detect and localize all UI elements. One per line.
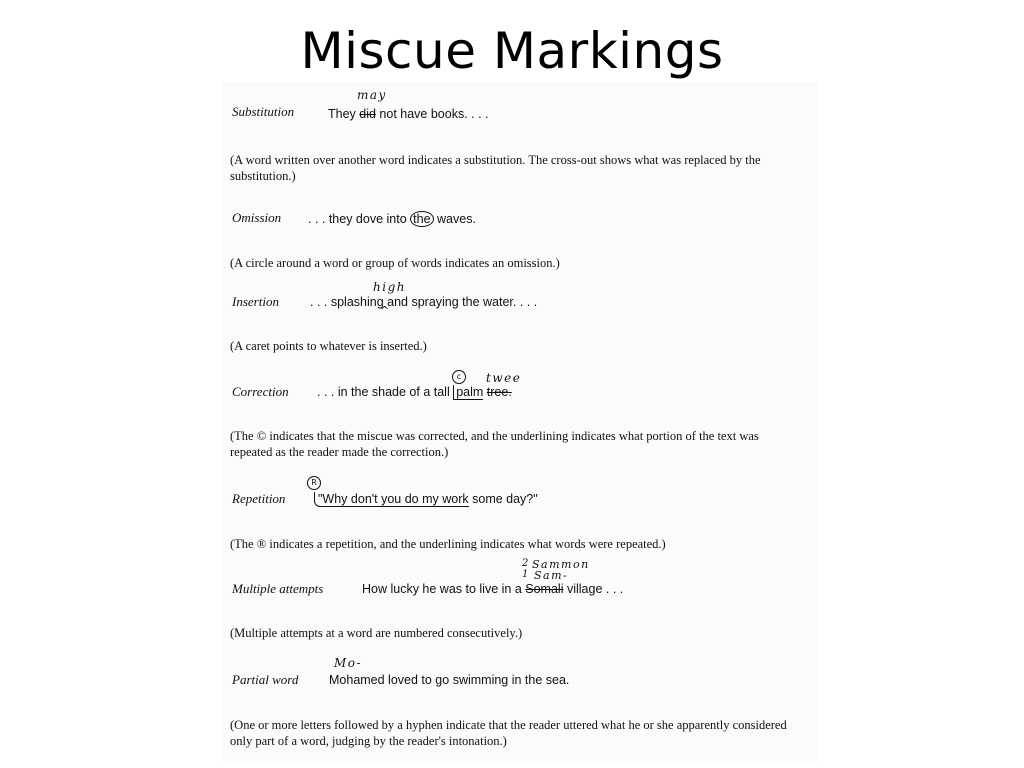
example-text: some day?" bbox=[468, 492, 538, 506]
handwritten-attempt-1: Sam- bbox=[534, 569, 569, 582]
example-text: . . . in the shade of a tall bbox=[317, 385, 454, 399]
label-repetition: Repetition bbox=[232, 491, 286, 506]
attempt-number-2: 2 bbox=[522, 558, 530, 569]
example-text: and spraying the water. . . . bbox=[387, 295, 538, 309]
label-correction: Correction bbox=[232, 384, 289, 399]
example-text: not have books. . . . bbox=[375, 107, 489, 121]
handwritten-substitution: may bbox=[357, 88, 387, 102]
struck-word: tree. bbox=[486, 385, 512, 399]
underlined-text: palm bbox=[453, 385, 483, 400]
page-title: Miscue Markings bbox=[300, 22, 724, 80]
label-partial-word: Partial word bbox=[232, 672, 299, 687]
label-insertion: Insertion bbox=[232, 294, 279, 309]
struck-word: Somali bbox=[525, 582, 564, 596]
scanned-document bbox=[222, 82, 818, 764]
repetition-symbol: R bbox=[307, 476, 321, 490]
label-substitution: Substitution bbox=[232, 104, 295, 119]
note-substitution: (A word written over another word indicates a substitution. The cross-out shows what was replaced by the substitution.) bbox=[230, 153, 761, 183]
handwritten-attempt-2: Sammon bbox=[532, 558, 590, 571]
example-substitution bbox=[328, 107, 489, 121]
handwritten-insertion: high bbox=[373, 280, 406, 294]
note-correction: (The © indicates that the miscue was corrected, and the underlining indicates what portion of the text was repeated as the reader made the correction.) bbox=[230, 429, 759, 459]
example-partial-word bbox=[329, 673, 569, 687]
example-text: Mohamed loved to go swimming in the sea. bbox=[329, 673, 570, 687]
caret-mark: ^ bbox=[380, 304, 391, 317]
underlined-text: "Why don't you do my work bbox=[314, 492, 469, 507]
example-text: They bbox=[328, 107, 360, 121]
handwritten-partial: Mo- bbox=[334, 656, 363, 670]
attempt-number-1: 1 bbox=[522, 569, 530, 580]
note-repetition: (The ® indicates a repetition, and the underlining indicates what words were repeated.) bbox=[230, 537, 666, 551]
circled-word: the bbox=[410, 211, 433, 227]
example-text: village . . . bbox=[563, 582, 624, 596]
example-text: . . . splashing bbox=[310, 295, 388, 309]
example-text: . . . they dove into bbox=[308, 212, 411, 226]
example-omission bbox=[308, 211, 476, 227]
example-insertion bbox=[310, 295, 537, 309]
example-correction bbox=[317, 385, 512, 399]
correction-symbol: c bbox=[452, 370, 466, 384]
handwritten-correction: twee bbox=[486, 371, 522, 385]
struck-word: did bbox=[359, 107, 376, 121]
note-insertion: (A caret points to whatever is inserted.) bbox=[230, 339, 427, 353]
note-omission: (A circle around a word or group of words indicates an omission.) bbox=[230, 256, 560, 270]
label-omission: Omission bbox=[232, 210, 282, 225]
example-text: How lucky he was to live in a bbox=[362, 582, 526, 596]
example-text: waves. bbox=[433, 212, 476, 226]
note-partial-word: (One or more letters followed by a hyphen indicate that the reader uttered what he or she apparently considered only part of a word, judging by the reader's intonation.) bbox=[230, 718, 787, 748]
example-multiple-attempts bbox=[362, 582, 623, 596]
note-multiple-attempts: (Multiple attempts at a word are numbered consecutively.) bbox=[230, 626, 523, 640]
example-repetition bbox=[314, 492, 538, 506]
label-multiple-attempts: Multiple attempts bbox=[232, 581, 324, 596]
